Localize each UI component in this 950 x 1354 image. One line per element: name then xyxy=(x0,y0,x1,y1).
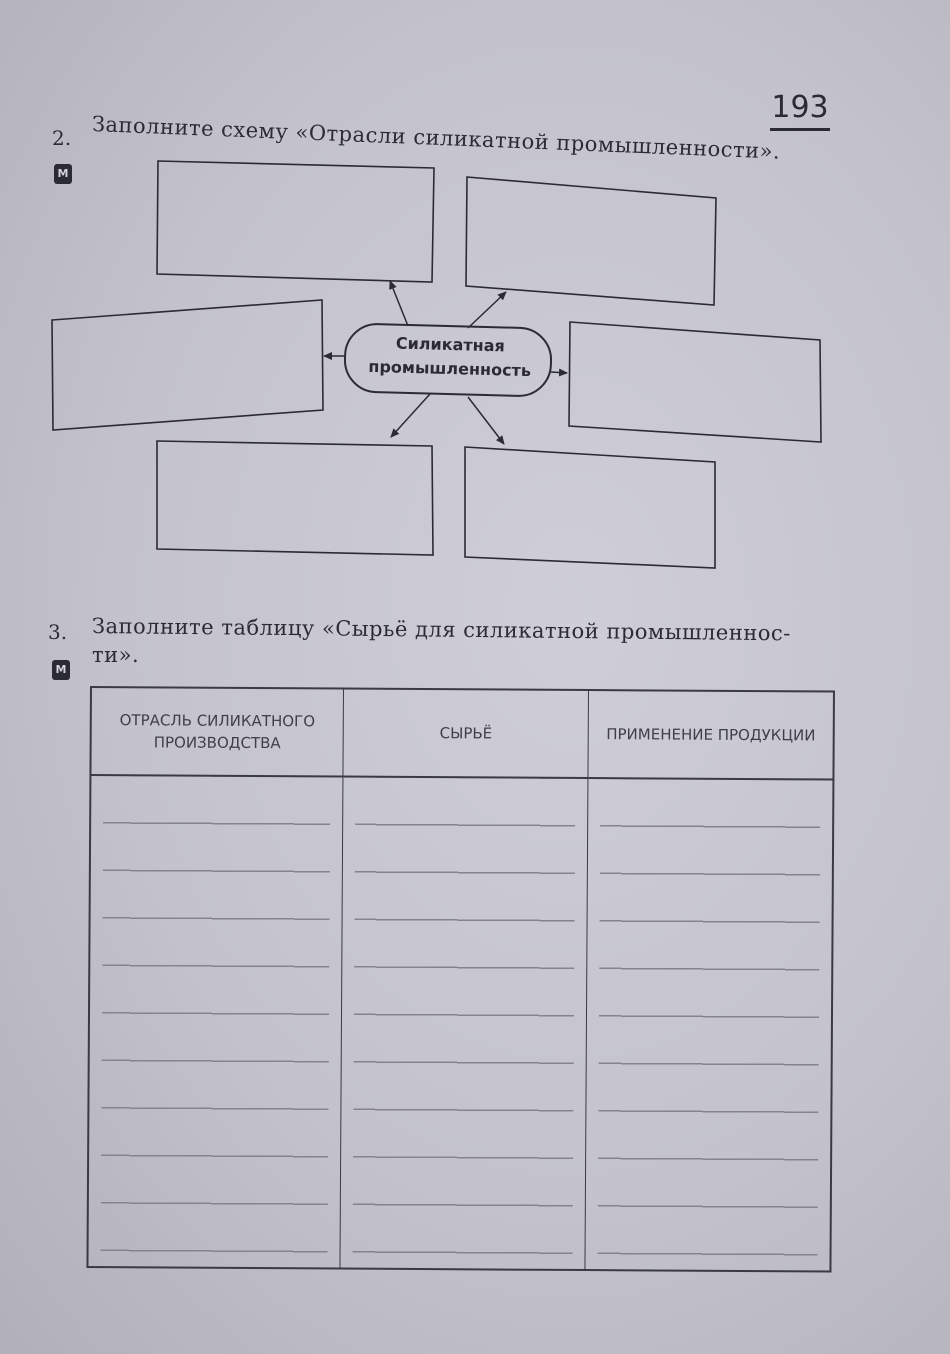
arrow-right xyxy=(551,372,567,373)
task-2-number: 2. xyxy=(52,126,72,150)
column-header-industry: ОТРАСЛЬ СИЛИКАТНОГО ПРОИЗВОДСТВА xyxy=(90,687,343,777)
center-label-line2: промышленность xyxy=(368,356,532,381)
diagram-box-bottom-right[interactable] xyxy=(465,447,715,568)
page-number: 193 xyxy=(770,88,830,131)
diagram-box-middle-left[interactable] xyxy=(52,300,323,430)
method-icon: M xyxy=(54,164,72,184)
task-3-text-line1: Заполните таблицу «Сырьё для силикатной промышленнос- xyxy=(91,614,791,646)
arrow-top-right xyxy=(468,292,506,328)
answer-cell-industry[interactable] xyxy=(87,775,343,1269)
diagram-box-bottom-left[interactable] xyxy=(157,441,433,555)
center-label-line1: Силикатная xyxy=(395,333,506,356)
answer-cell-raw-materials[interactable] xyxy=(340,777,588,1270)
diagram-box-middle-right[interactable] xyxy=(569,322,821,442)
task-3-number: 3. xyxy=(48,620,68,644)
center-label xyxy=(359,331,540,384)
writing-lines xyxy=(353,778,576,1269)
method-icon: M xyxy=(52,660,70,680)
diagram-box-top-right[interactable] xyxy=(466,177,716,305)
arrow-bottom-right xyxy=(468,397,504,444)
column-header-raw-materials: СЫРЬЁ xyxy=(343,689,589,778)
diagram-box-top-left[interactable] xyxy=(157,161,434,282)
writing-lines xyxy=(598,779,821,1270)
silicate-industry-diagram xyxy=(0,0,950,620)
arrow-bottom-left xyxy=(391,394,430,437)
writing-lines xyxy=(100,776,330,1267)
column-header-application: ПРИМЕНЕНИЕ ПРОДУКЦИИ xyxy=(588,690,834,779)
task-3-text-line2: ти». xyxy=(92,643,140,667)
raw-materials-table xyxy=(86,686,835,1273)
arrow-top-left xyxy=(390,281,408,326)
answer-cell-application[interactable] xyxy=(585,778,833,1271)
task-2-text: Заполните схему «Отрасли силикатной промышленности». xyxy=(91,112,781,164)
